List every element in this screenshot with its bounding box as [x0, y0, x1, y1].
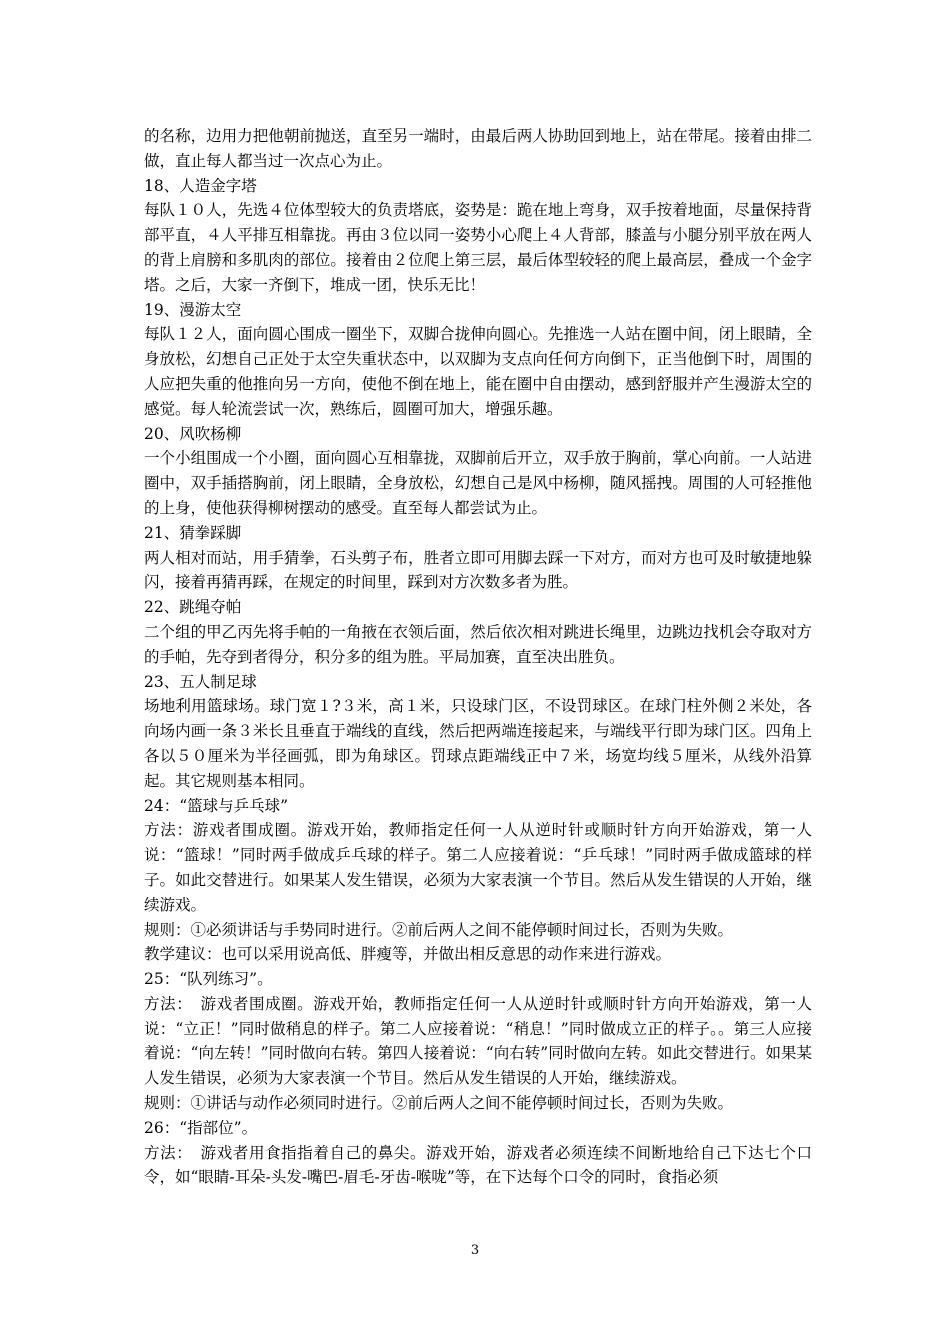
paragraph-continuation: 的名称，边用力把他朝前抛送，直至另一端时，由最后两人协助回到地上，站在带尾。接着由排二做，直止每人都当过一次点心为止。: [144, 127, 812, 170]
page-number: 3: [470, 1243, 480, 1258]
paragraph-method: 方法： 游戏者用食指指着自己的鼻尖。游戏开始，游戏者必须连续不间断地给自己下达七个口令，如“眼睛-耳朵-头发-嘴巴-眉毛-牙齿-喉咙”等，在下达每个口令的同时，食指必须: [144, 1143, 812, 1187]
section-heading-22: 22、跳绳夺帕: [144, 598, 242, 617]
paragraph: 场地利用篮球场。球门宽１?３米，高１米，只设球门区，不设罚球区。在球门柱外侧２米处，各向场内画一条３米长且垂直于端线的直线，然后把两端连接起来，与端线平行即为球门区。四角上各以５０厘米为半径画弧，即为角球区。罚球点距端线正中７米，场宽均线５厘米，从线外沿算起。其它规则基本相同。: [144, 697, 812, 790]
section-heading-21: 21、猜拳踩脚: [144, 523, 242, 542]
section-heading-19: 19、漫游太空: [144, 300, 242, 319]
section-heading-26: 26：“指部位”。: [144, 1118, 258, 1137]
section-heading-24: 24：“篮球与乒乓球”: [144, 796, 289, 815]
paragraph-method: 方法： 游戏者围成圈。游戏开始，教师指定任何一人从逆时针或顺时针方向开始游戏，第一人说：“立正！”同时做稍息的样子。第二人应接着说：“稍息！”同时做成立正的样子。。第三人应接着说：“向左转！”同时做向右转。第四人接着说：“向右转”同时做向左转。如此交替进行。如果某人发生错误，必须为大家表演一个节目。然后从发生错误的人开始，继续游戏。: [144, 994, 812, 1088]
paragraph: 一个小组围成一个小圈，面向圆心互相靠拢，双脚前后开立，双手放于胸前，掌心向前。一人站进圈中，双手插搭胸前，闭上眼睛，全身放松，幻想自己是风中杨柳，随风摇拽。周围的人可轻推他的上身，使他获得柳树摆动的感受。直至每人都尝试为止。: [144, 449, 812, 517]
paragraph-method: 方法：游戏者围成圈。游戏开始，教师指定任何一人从逆时针或顺时针方向开始游戏，第一人说：“篮球！”同时两手做成乒乓球的样子。第二人应接着说：“乒乓球！”同时两手做成篮球的样子。如此交替进行。如果某人发生错误，必须为大家表演一个节目。然后从发生错误的人开始，继续游戏。: [144, 821, 812, 914]
paragraph: 两人相对而站，用手猜拳，石头剪子布，胜者立即可用脚去踩一下对方，而对方也可及时敏捷地躲闪，接着再猜再踩，在规定的时间里，踩到对方次数多者为胜。: [144, 548, 812, 592]
paragraph: 每队１０人，先选４位体型较大的负责塔底，姿势是：跪在地上弯身，双手按着地面，尽量保持背部平直，４人平排互相靠拢。再由３位以同一姿势小心爬上４人背部，膝盖与小腿分别平放在两人的背上肩膀和多肌肉的部位。接着由２位爬上第三层，最后体型较轻的爬上最高层，叠成一个金字塔。之后，大家一齐倒下，堆成一团，快乐无比！: [144, 201, 812, 294]
paragraph-teaching-tips: 教学建议：也可以采用说高低、胖瘦等，并做出相反意思的动作来进行游戏。: [144, 945, 672, 964]
paragraph-rules: 规则：①讲话与动作必须同时进行。②前后两人之间不能停顿时间过长，否则为失败。: [144, 1094, 734, 1113]
section-heading-25: 25：“队列练习”。: [144, 970, 273, 989]
paragraph-rules: 规则：①必须讲话与手势同时进行。②前后两人之间不能停顿时间过长，否则为失败。: [144, 920, 734, 939]
paragraph: 每队１２人，面向圆心围成一圈坐下，双脚合拢伸向圆心。先推选一人站在圈中间，闭上眼睛，全身放松，幻想自己正处于太空失重状态中，以双脚为支点向任何方向倒下，正当他倒下时，周围的人应把失重的他推向另一方向，使他不倒在地上，能在圈中自由摆动，感到舒服并产生漫游太空的感觉。每人轮流尝试一次，熟练后，圆圈可加大，增强乐趣。: [144, 325, 812, 418]
paragraph: 二个组的甲乙丙先将手帕的一角掖在衣领后面，然后依次相对跳进长绳里，边跳边找机会夺取对方的手帕，先夺到者得分，积分多的组为胜。平局加赛，直至决出胜负。: [144, 622, 812, 666]
section-heading-18: 18、人造金字塔: [144, 176, 257, 195]
section-heading-23: 23、五人制足球: [144, 672, 257, 691]
section-heading-20: 20、风吹杨柳: [144, 424, 242, 443]
page-body: [144, 124, 812, 1190]
